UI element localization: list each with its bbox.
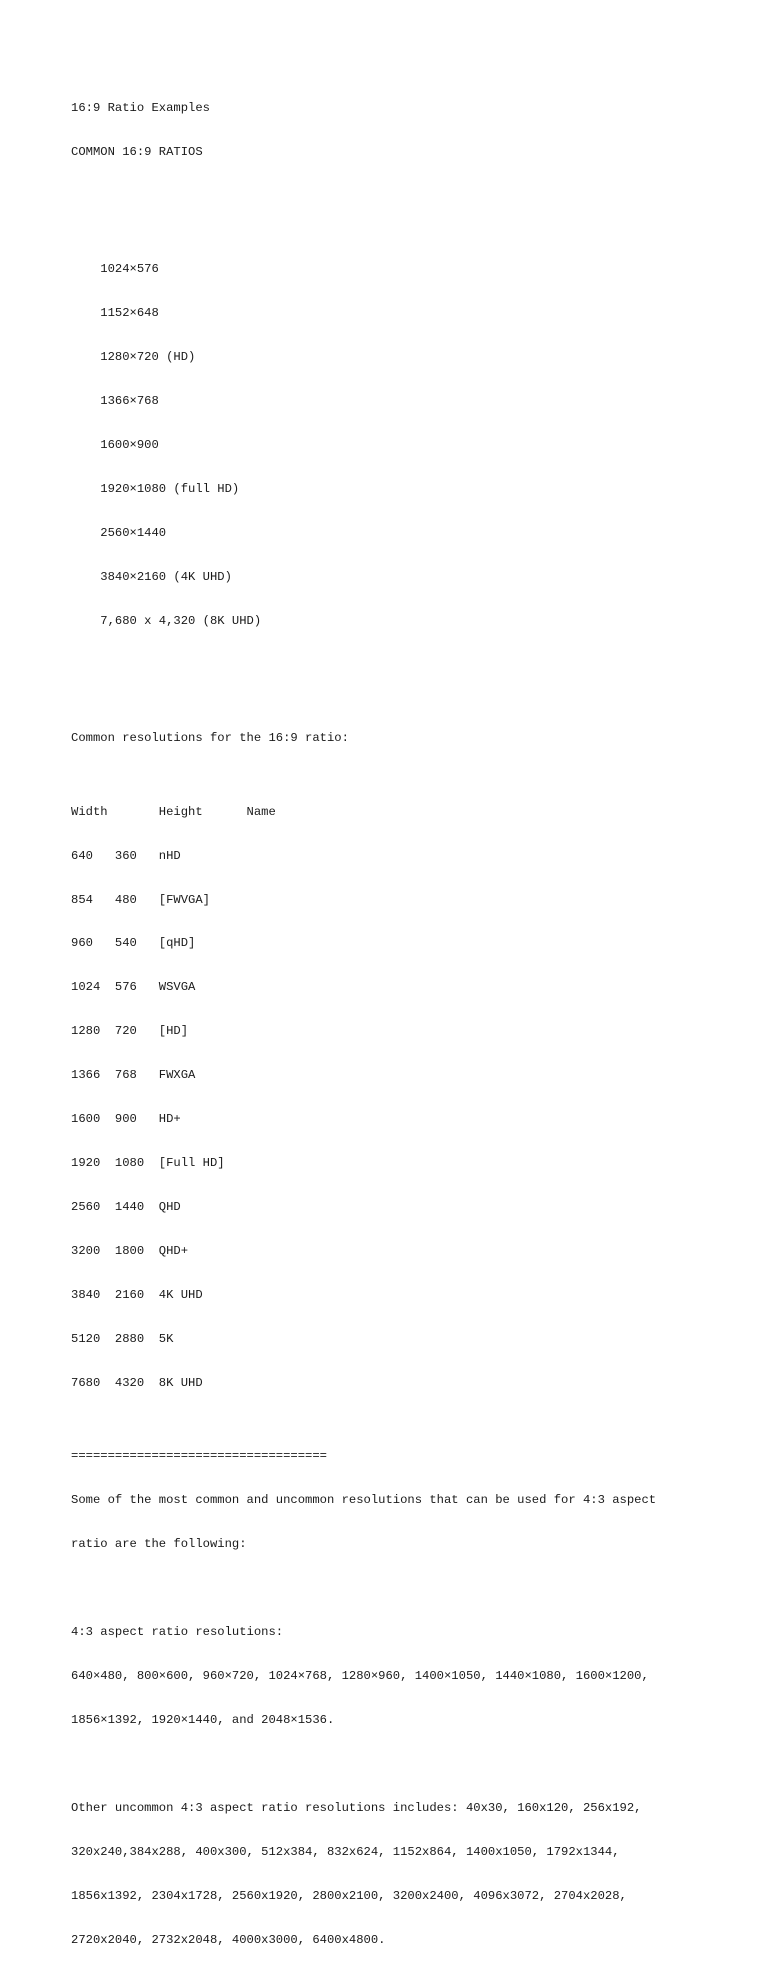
table-row: 3200 1800 QHD+ — [71, 1244, 189, 1259]
table-row: 1600 900 HD+ — [71, 1112, 181, 1127]
ratio-list — [71, 233, 751, 658]
ratio-item: 1280×720 (HD) — [100, 350, 196, 365]
blank-line — [71, 687, 751, 702]
table-row: 1280 720 [HD] — [71, 1024, 189, 1039]
table-row: 640 360 nHD — [71, 848, 181, 863]
separator-line: =================================== — [71, 1449, 327, 1464]
table-row: 1024 576 WSVGA — [71, 980, 196, 995]
paragraph-line: 2720x2040, 2732x2048, 4000x3000, 6400x4800. — [71, 1932, 386, 1947]
table-row: 3840 2160 4K UHD — [71, 1288, 203, 1303]
ratio-item: 1920×1080 (full HD) — [100, 482, 240, 497]
blank-line — [71, 1581, 751, 1596]
paragraph-line: 320x240,384x288, 400x300, 512x384, 832x624, 1152x864, 1400x1050, 1792x1344, — [71, 1844, 620, 1859]
table-row: 960 540 [qHD] — [71, 936, 196, 951]
paragraph-line: Some of the most common and uncommon resolutions that can be used for 4:3 aspect — [71, 1493, 657, 1508]
table-header: Width Height Name — [71, 804, 276, 819]
table-row: 1920 1080 [Full HD] — [71, 1156, 225, 1171]
document-title: 16:9 Ratio Examples — [71, 101, 210, 116]
ratio-item: 7,680 x 4,320 (8K UHD) — [100, 614, 262, 629]
ratio-item: 1024×576 — [100, 262, 159, 277]
ratio-item: 1152×648 — [100, 306, 159, 321]
table-row: 7680 4320 8K UHD — [71, 1375, 203, 1390]
document-body — [71, 72, 751, 1962]
paragraph-line: ratio are the following: — [71, 1537, 247, 1552]
ratio-item: 1600×900 — [100, 438, 159, 453]
table-row: 5120 2880 5K — [71, 1332, 174, 1347]
blank-line — [71, 1757, 751, 1772]
table-row: 854 480 [FWVGA] — [71, 892, 210, 907]
paragraph-line: Other uncommon 4:3 aspect ratio resolutions includes: 40x30, 160x120, 256x192, — [71, 1800, 642, 1815]
document-subtitle: COMMON 16:9 RATIOS — [71, 145, 203, 160]
table-row: 1366 768 FWXGA — [71, 1068, 196, 1083]
paragraph-line: 1856×1392, 1920×1440, and 2048×1536. — [71, 1712, 335, 1727]
table-row: 2560 1440 QHD — [71, 1200, 181, 1215]
ratio-item: 2560×1440 — [100, 526, 167, 541]
ratio-item: 1366×768 — [100, 394, 159, 409]
ratio-item: 3840×2160 (4K UHD) — [100, 570, 232, 585]
blank-line — [71, 189, 751, 204]
paragraph-line: 1856x1392, 2304x1728, 2560x1920, 2800x2100, 3200x2400, 4096x3072, 2704x2028, — [71, 1888, 627, 1903]
section-heading: 4:3 aspect ratio resolutions: — [71, 1625, 284, 1640]
resolution-table — [71, 775, 751, 1420]
paragraph-line: 640×480, 800×600, 960×720, 1024×768, 1280×960, 1400×1050, 1440×1080, 1600×1200, — [71, 1669, 649, 1684]
table-intro: Common resolutions for the 16:9 ratio: — [71, 731, 349, 746]
